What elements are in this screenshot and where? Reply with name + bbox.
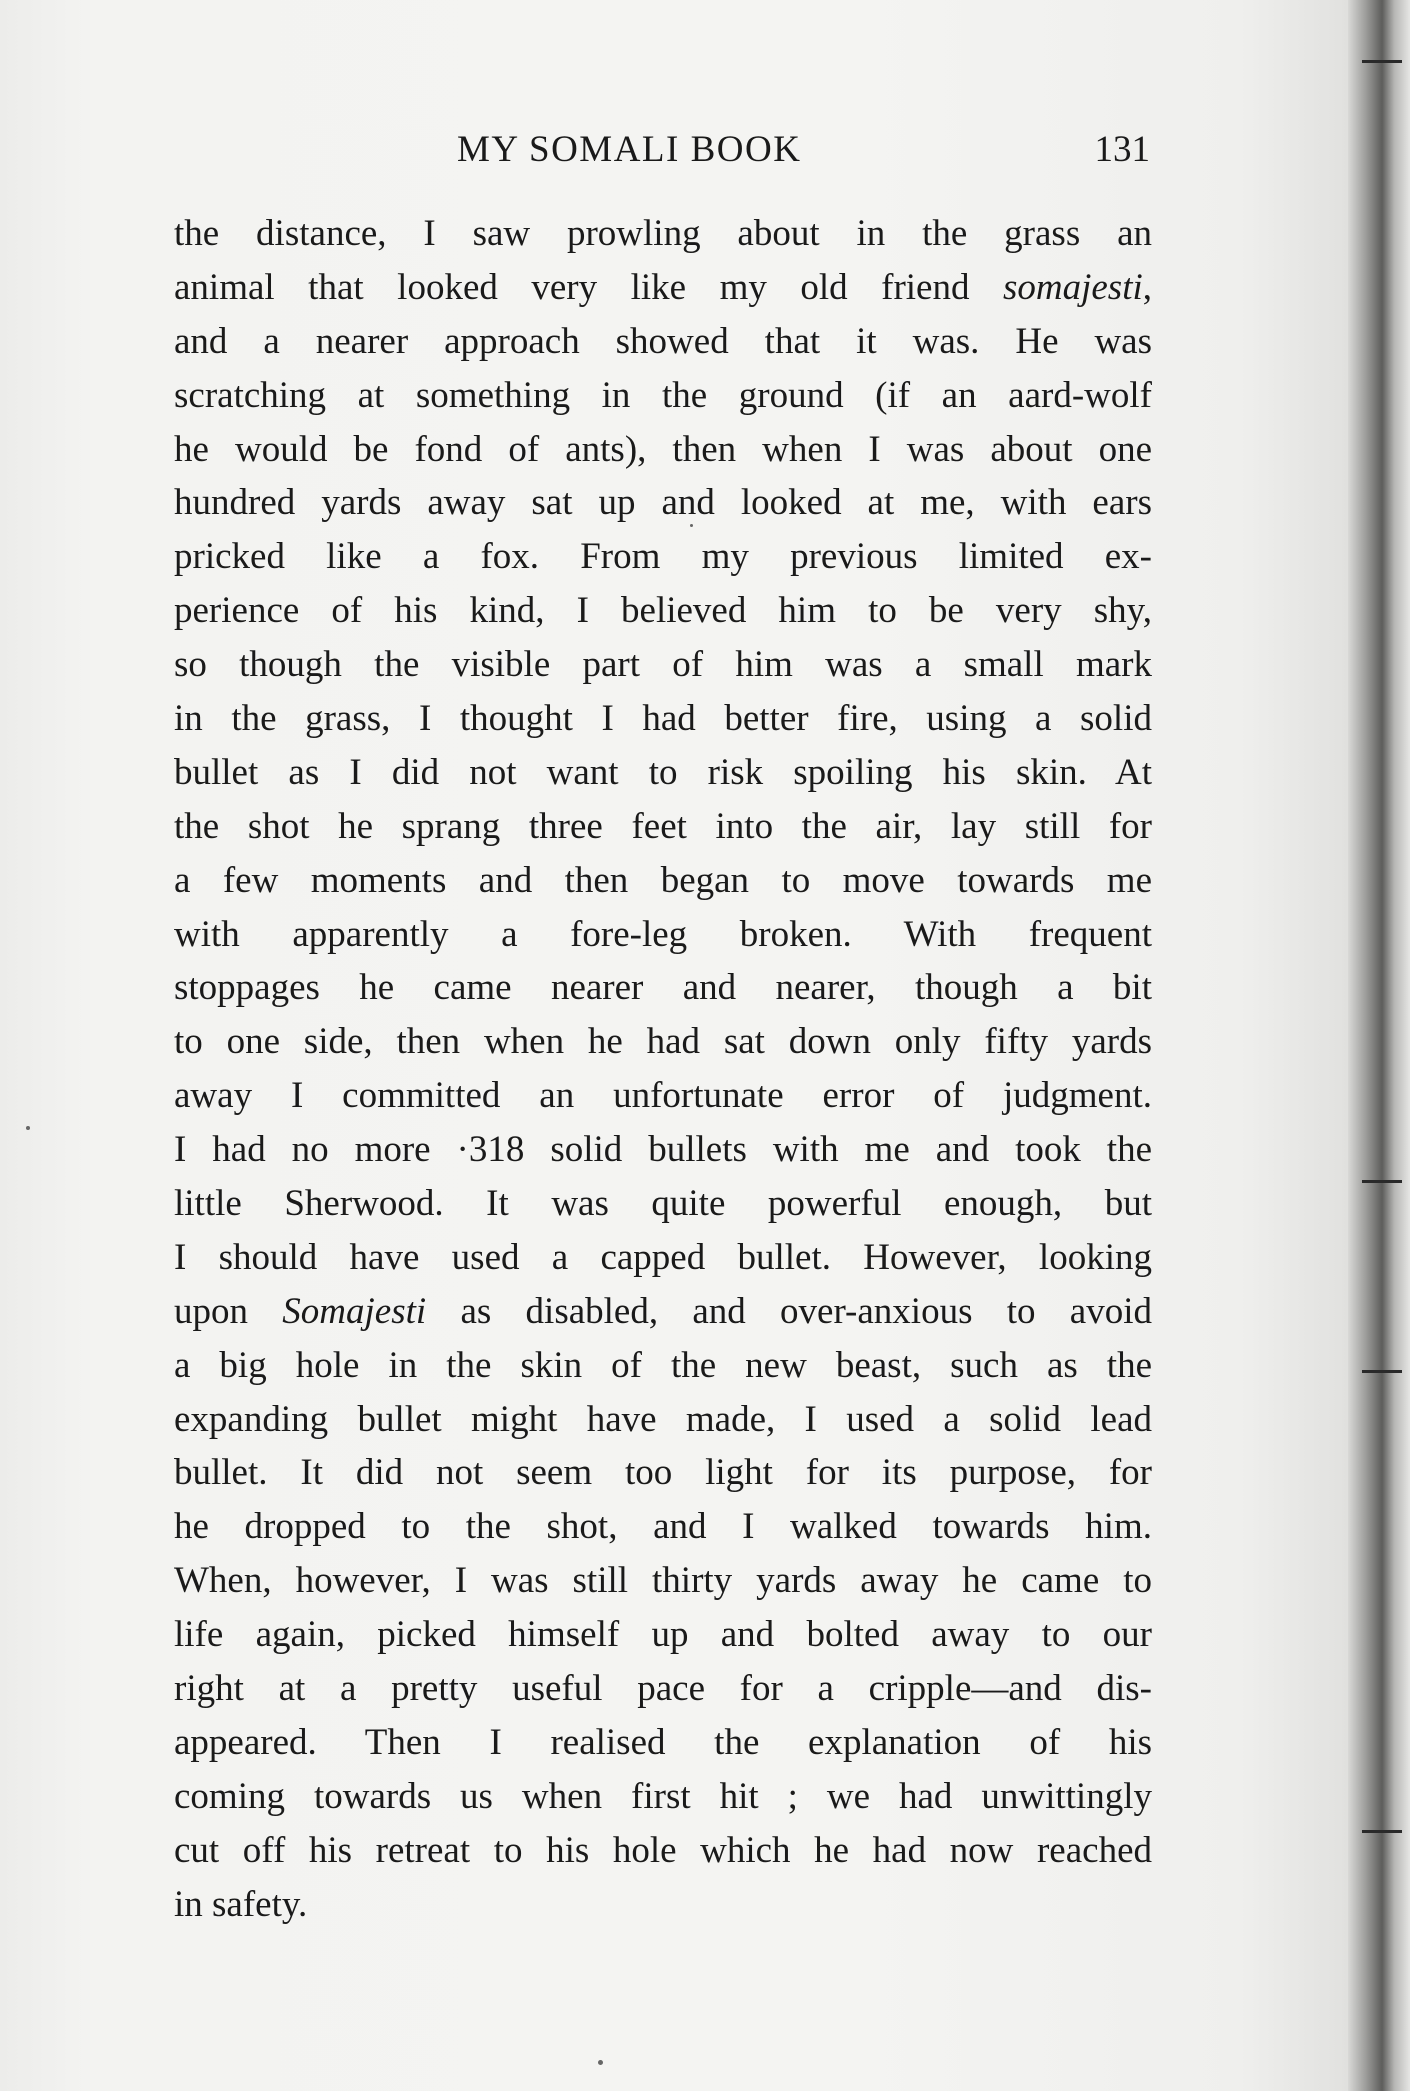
text-segment: life again, picked himself up and bolted away to our — [174, 1614, 1152, 1656]
text-line — [174, 369, 1152, 423]
text-line — [174, 1500, 1152, 1554]
text-segment: stoppages he came nearer and nearer, though a bit — [174, 967, 1152, 1009]
text-segment: away I committed an unfortunate error of judgment. — [174, 1075, 1152, 1117]
text-segment: as disabled, and over-anxious to avoid — [426, 1290, 1152, 1332]
text-line — [174, 1554, 1152, 1608]
text-segment: right at a pretty useful pace for a cripple—and dis- — [174, 1668, 1152, 1710]
text-segment: a few moments and then began to move towards me — [174, 859, 1152, 901]
text-line — [174, 1446, 1152, 1500]
text-line — [174, 1285, 1152, 1339]
text-line — [174, 476, 1152, 530]
running-title: MY SOMALI BOOK — [457, 129, 802, 170]
paper-speck — [26, 1126, 30, 1130]
text-line — [174, 1878, 1152, 1932]
text-segment: I had no more ·318 solid bullets with me and took the — [174, 1129, 1152, 1171]
text-line — [174, 854, 1152, 908]
page-header — [172, 128, 1150, 178]
text-line — [174, 908, 1152, 962]
text-segment: appeared. Then I realised the explanation of his — [174, 1721, 1152, 1763]
text-segment: to one side, then when he had sat down only fifty yards — [174, 1021, 1152, 1063]
text-line — [174, 1177, 1152, 1231]
text-segment: expanding bullet might have made, I used a solid lead — [174, 1398, 1152, 1440]
page-number: 131 — [1094, 129, 1150, 170]
text-segment: and a nearer approach showed that it was. He was — [174, 320, 1152, 362]
binding-tear-mark — [1362, 1830, 1402, 1833]
text-segment: cut off his retreat to his hole which he had now reached — [174, 1829, 1152, 1871]
text-segment: pricked like a fox. From my previous limited ex- — [174, 536, 1152, 578]
text-line — [174, 584, 1152, 638]
text-line — [174, 1716, 1152, 1770]
text-line — [174, 423, 1152, 477]
text-line — [174, 1339, 1152, 1393]
text-line — [174, 261, 1152, 315]
text-line — [174, 692, 1152, 746]
text-line — [174, 746, 1152, 800]
text-segment: a big hole in the skin of the new beast, such as the — [174, 1344, 1152, 1386]
text-segment: scratching at something in the ground (if an aard-wolf — [174, 374, 1152, 416]
binding-tear-mark — [1362, 60, 1402, 63]
text-line — [174, 1069, 1152, 1123]
text-line — [174, 1608, 1152, 1662]
text-line — [174, 1015, 1152, 1069]
text-line — [174, 530, 1152, 584]
text-segment: so though the visible part of him was a small mark — [174, 644, 1152, 686]
text-segment: perience of his kind, I believed him to be very shy, — [174, 590, 1152, 632]
text-line — [174, 1770, 1152, 1824]
paper-speck — [598, 2060, 603, 2065]
text-segment: When, however, I was still thirty yards away he came to — [174, 1560, 1152, 1602]
text-segment: little Sherwood. It was quite powerful enough, but — [174, 1183, 1152, 1225]
italic-text: somajesti — [1002, 266, 1143, 308]
text-line — [174, 1662, 1152, 1716]
text-segment: he dropped to the shot, and I walked towards him. — [174, 1506, 1152, 1548]
text-segment: with apparently a fore-leg broken. With frequent — [174, 913, 1152, 955]
text-segment: in safety. — [174, 1883, 308, 1925]
text-segment: upon — [174, 1290, 283, 1332]
text-segment: animal that looked very like my old friend — [174, 266, 1003, 308]
text-segment: he would be fond of ants), then when I was about one — [174, 428, 1152, 470]
text-segment: the distance, I saw prowling about in the grass an — [174, 213, 1152, 254]
page-binding-edge — [1348, 0, 1410, 2091]
text-line — [174, 1231, 1152, 1285]
text-line — [174, 800, 1152, 854]
text-segment: , — [1142, 266, 1152, 308]
text-line — [174, 207, 1152, 261]
text-line — [174, 961, 1152, 1015]
body-text — [174, 207, 1152, 1932]
text-line — [174, 1393, 1152, 1447]
text-segment: bullet. It did not seem too light for its purpose, for — [174, 1452, 1152, 1494]
text-segment: I should have used a capped bullet. However, looking — [174, 1236, 1152, 1278]
text-segment: hundred yards away sat up and looked at me, with ears — [174, 482, 1152, 524]
italic-text: Somajesti — [282, 1290, 427, 1332]
text-line — [174, 1123, 1152, 1177]
text-line — [174, 638, 1152, 692]
text-line — [174, 1824, 1152, 1878]
binding-tear-mark — [1362, 1370, 1402, 1373]
text-segment: in the grass, I thought I had better fire, using a solid — [174, 698, 1152, 740]
text-line — [174, 315, 1152, 369]
text-segment: the shot he sprang three feet into the air, lay still for — [174, 805, 1152, 847]
text-segment: coming towards us when first hit ; we had unwittingly — [174, 1775, 1152, 1817]
text-segment: bullet as I did not want to risk spoiling his skin. At — [174, 751, 1152, 793]
binding-tear-mark — [1362, 1180, 1402, 1183]
